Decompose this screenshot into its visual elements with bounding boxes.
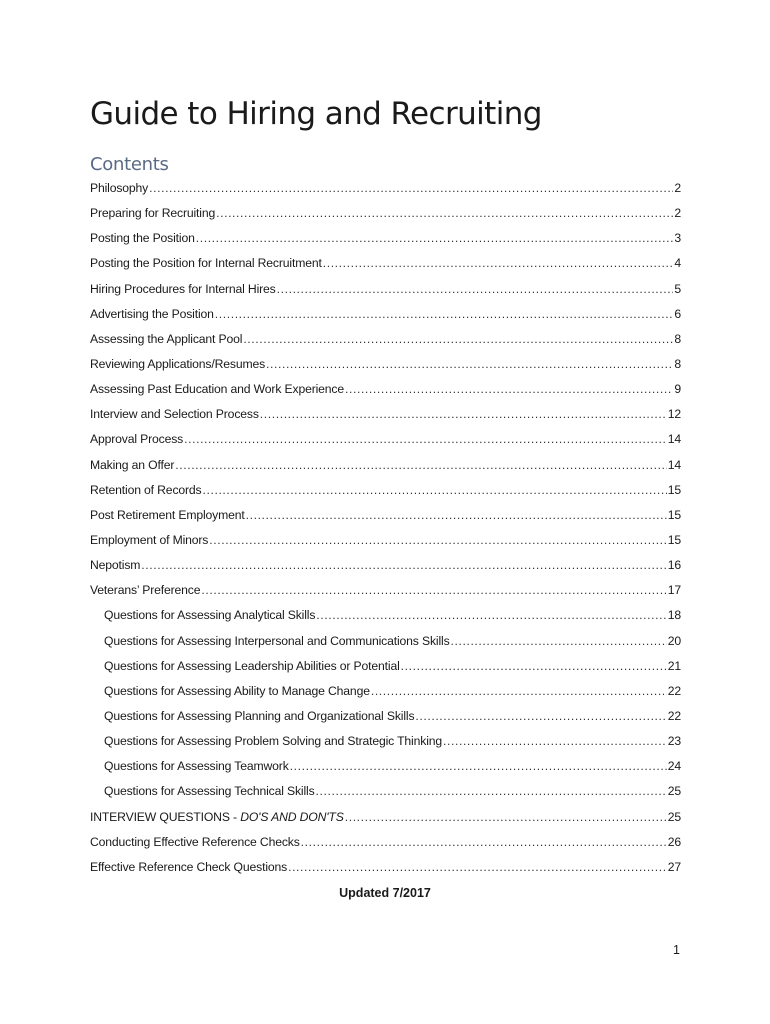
toc-entry-label: Assessing Past Education and Work Experience bbox=[90, 382, 344, 397]
toc-dot-leader bbox=[443, 731, 667, 751]
toc-dot-leader bbox=[290, 756, 667, 776]
toc-entry-page: 16 bbox=[667, 558, 681, 573]
toc-entry-page: 22 bbox=[667, 708, 681, 723]
toc-entry[interactable] bbox=[90, 807, 681, 832]
toc-entry[interactable] bbox=[90, 253, 681, 278]
toc-entry-page: 15 bbox=[667, 532, 681, 547]
toc-entry-label: Reviewing Applications/Resumes bbox=[90, 356, 266, 371]
contents-heading: Contents bbox=[90, 154, 169, 175]
toc-dot-leader bbox=[216, 203, 673, 223]
toc-entry[interactable] bbox=[90, 530, 681, 555]
toc-dot-leader bbox=[323, 253, 674, 273]
toc-entry-label: INTERVIEW QUESTIONS - DO'S AND DON'TS bbox=[90, 809, 344, 824]
toc-entry-label: Questions for Assessing Leadership Abilities or Potential bbox=[104, 658, 400, 673]
toc-dot-leader bbox=[277, 279, 674, 299]
toc-dot-leader bbox=[451, 631, 667, 651]
toc-dot-leader bbox=[184, 429, 667, 449]
toc-entry-label: Questions for Assessing Planning and Organizational Skills bbox=[104, 708, 415, 723]
page-number: 1 bbox=[673, 943, 680, 957]
toc-entry-page: 26 bbox=[667, 834, 681, 849]
toc-entry[interactable] bbox=[90, 480, 681, 505]
toc-entry[interactable] bbox=[90, 781, 681, 806]
toc-entry-page: 3 bbox=[674, 231, 681, 246]
updated-date: Updated 7/2017 bbox=[339, 886, 431, 900]
toc-entry[interactable] bbox=[90, 656, 681, 681]
toc-entry-page: 9 bbox=[674, 382, 681, 397]
toc-entry[interactable] bbox=[90, 404, 681, 429]
toc-dot-leader bbox=[345, 807, 667, 827]
toc-entry[interactable] bbox=[90, 631, 681, 656]
toc-entry-page: 14 bbox=[667, 457, 681, 472]
toc-dot-leader bbox=[371, 681, 667, 701]
toc-entry-page: 18 bbox=[667, 608, 681, 623]
toc-entry-label: Questions for Assessing Teamwork bbox=[104, 759, 289, 774]
toc-entry[interactable] bbox=[90, 580, 681, 605]
toc-entry[interactable] bbox=[90, 379, 681, 404]
toc-entry[interactable] bbox=[90, 455, 681, 480]
toc-entry[interactable] bbox=[90, 681, 681, 706]
toc-entry[interactable] bbox=[90, 857, 681, 882]
toc-entry[interactable] bbox=[90, 329, 681, 354]
toc-entry-label: Advertising the Position bbox=[90, 306, 214, 321]
toc-dot-leader bbox=[196, 228, 674, 248]
toc-entry-label: Effective Reference Check Questions bbox=[90, 859, 288, 874]
toc-entry[interactable] bbox=[90, 178, 681, 203]
toc-entry-label: Questions for Assessing Analytical Skills bbox=[104, 608, 316, 623]
toc-dot-leader bbox=[243, 329, 673, 349]
toc-entry-label: Philosophy bbox=[90, 181, 149, 195]
toc-entry[interactable] bbox=[90, 832, 681, 857]
toc-entry[interactable] bbox=[90, 555, 681, 580]
toc-entry-label: Conducting Effective Reference Checks bbox=[90, 834, 300, 849]
toc-entry-label: Questions for Assessing Technical Skills bbox=[104, 784, 315, 799]
toc-entry-label: Retention of Records bbox=[90, 482, 202, 497]
toc-dot-leader bbox=[246, 505, 667, 525]
toc-entry-page: 22 bbox=[667, 683, 681, 698]
toc-entry-label: Assessing the Applicant Pool bbox=[90, 331, 243, 346]
toc-entry[interactable] bbox=[90, 429, 681, 454]
toc-entry-page: 25 bbox=[667, 784, 681, 799]
toc-entry-page: 20 bbox=[667, 633, 681, 648]
toc-entry-page: 6 bbox=[674, 306, 681, 321]
toc-dot-leader bbox=[209, 530, 666, 550]
toc-entry-page: 24 bbox=[667, 759, 681, 774]
toc-entry-label: Post Retirement Employment bbox=[90, 507, 245, 522]
toc-entry-label: Veterans’ Preference bbox=[90, 583, 201, 598]
toc-dot-leader bbox=[288, 857, 667, 877]
toc-entry[interactable] bbox=[90, 279, 681, 304]
toc-entry-page: 15 bbox=[667, 482, 681, 497]
toc-dot-leader bbox=[175, 455, 666, 475]
toc-dot-leader bbox=[301, 832, 667, 852]
toc-entry-page: 15 bbox=[667, 507, 681, 522]
toc-dot-leader bbox=[316, 605, 666, 625]
toc-entry-label: Posting the Position bbox=[90, 231, 195, 246]
table-of-contents bbox=[90, 178, 681, 882]
toc-entry-label: Approval Process bbox=[90, 432, 184, 447]
toc-entry-page: 25 bbox=[667, 809, 681, 824]
toc-entry-page: 2 bbox=[674, 206, 681, 221]
toc-entry-label: Interview and Selection Process bbox=[90, 407, 259, 422]
toc-dot-leader bbox=[260, 404, 667, 424]
toc-entry[interactable] bbox=[90, 605, 681, 630]
toc-dot-leader bbox=[316, 781, 667, 801]
toc-dot-leader bbox=[141, 555, 666, 575]
toc-entry-label: Employment of Minors bbox=[90, 532, 209, 547]
toc-entry[interactable] bbox=[90, 706, 681, 731]
toc-entry-page: 8 bbox=[674, 331, 681, 346]
toc-entry[interactable] bbox=[90, 731, 681, 756]
toc-dot-leader bbox=[401, 656, 667, 676]
toc-entry-page: 14 bbox=[667, 432, 681, 447]
toc-entry-label: Posting the Position for Internal Recruitment bbox=[90, 256, 322, 271]
toc-entry-label: Questions for Assessing Interpersonal and Communications Skills bbox=[104, 633, 450, 648]
toc-entry-page: 4 bbox=[674, 256, 681, 271]
toc-entry[interactable] bbox=[90, 505, 681, 530]
toc-entry[interactable] bbox=[90, 203, 681, 228]
toc-entry-label: Hiring Procedures for Internal Hires bbox=[90, 281, 276, 296]
toc-entry-label: Questions for Assessing Problem Solving and Strategic Thinking bbox=[104, 734, 443, 749]
toc-entry-label: Making an Offer bbox=[90, 457, 175, 472]
toc-dot-leader bbox=[345, 379, 673, 399]
toc-entry[interactable] bbox=[90, 756, 681, 781]
toc-entry-label: Nepotism bbox=[90, 558, 141, 573]
toc-entry-page: 8 bbox=[674, 356, 681, 371]
toc-entry-page: 5 bbox=[674, 281, 681, 296]
toc-entry-page: 17 bbox=[667, 583, 681, 598]
toc-entry-label-italic: DO'S AND DON'TS bbox=[240, 809, 344, 824]
toc-entry-label: Questions for Assessing Ability to Manage Change bbox=[104, 683, 370, 698]
toc-dot-leader bbox=[203, 480, 667, 500]
toc-dot-leader bbox=[266, 354, 673, 374]
document-title: Guide to Hiring and Recruiting bbox=[90, 96, 542, 132]
toc-entry-page: 12 bbox=[667, 407, 681, 422]
toc-entry[interactable] bbox=[90, 304, 681, 329]
toc-dot-leader bbox=[149, 178, 673, 198]
toc-entry-label: Preparing for Recruiting bbox=[90, 206, 216, 221]
toc-dot-leader bbox=[215, 304, 674, 324]
toc-dot-leader bbox=[415, 706, 666, 726]
toc-entry-page: 21 bbox=[667, 658, 681, 673]
toc-entry-page: 2 bbox=[674, 181, 681, 195]
toc-entry-page: 27 bbox=[667, 859, 681, 874]
toc-dot-leader bbox=[201, 580, 666, 600]
toc-entry-page: 23 bbox=[667, 734, 681, 749]
toc-entry[interactable] bbox=[90, 354, 681, 379]
toc-entry[interactable] bbox=[90, 228, 681, 253]
